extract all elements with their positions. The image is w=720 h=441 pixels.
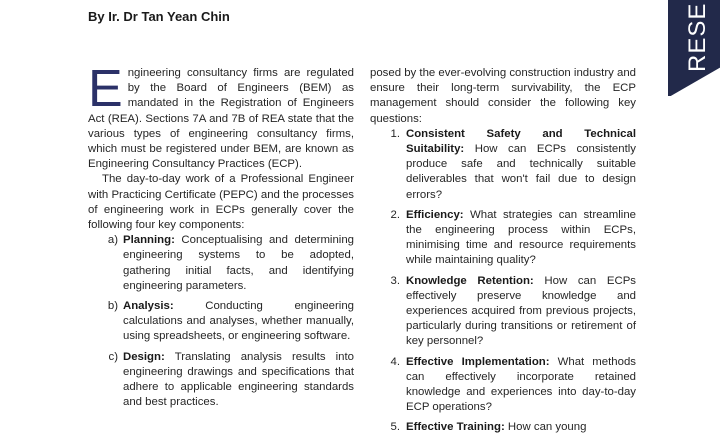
- list-item-term: Analysis:: [123, 300, 174, 313]
- list-item-body: Translating analysis results into engineering drawings and specifications that adhere to applicable engineering standards and best practices.: [123, 350, 354, 409]
- list-item-body: What methods can effectively incorporate retained knowledge and experiences into day-to-day ECP operations?: [406, 355, 636, 414]
- list-item: [370, 274, 636, 350]
- components-list: [88, 233, 354, 410]
- banner-corner-cut: [669, 67, 720, 96]
- list-item: [370, 127, 636, 203]
- section-banner-label: RESE: [684, 2, 711, 72]
- right-column: [370, 66, 636, 441]
- list-item-label: 4.: [390, 355, 400, 368]
- list-item: [370, 355, 636, 416]
- list-item-label: 1.: [390, 127, 400, 140]
- left-column: [88, 60, 354, 415]
- list-item-label: b): [107, 300, 118, 313]
- drop-cap: E: [88, 60, 123, 118]
- article-byline: By Ir. Dr Tan Yean Chin: [88, 9, 230, 24]
- list-item-text: [406, 274, 636, 350]
- list-item-term: Knowledge Retention:: [406, 274, 534, 287]
- list-item-label: c): [108, 350, 118, 363]
- list-item-body: How can young: [507, 421, 587, 434]
- list-item-body: How can ECPs consistently produce safe and technically suitable deliverables that won't fail due to design errors?: [406, 143, 636, 201]
- list-item-term: Planning:: [123, 234, 175, 247]
- list-item-term: Effective Training:: [406, 421, 505, 434]
- intro-paragraph: [88, 60, 354, 172]
- list-item: [370, 208, 636, 269]
- list-item-label: a): [107, 234, 118, 247]
- list-item-body: How can ECPs effectively preserve knowledge and experiences acquired from previous projects, particularly during transitions or retirement of key personnel?: [406, 274, 636, 348]
- list-item: [88, 350, 354, 411]
- list-item-term: Consistent Safety and Technical Suitability:: [406, 127, 636, 156]
- components-paragraph: The day-to-day work of a Professional Engineer with Practicing Certificate (PEPC) and the processes of engineering work in ECPs generally cover the following four key components:: [88, 173, 354, 232]
- list-item-text: [123, 350, 354, 411]
- list-item-body: What strategies can streamline the engineering process within ECPs, minimising time and resource requirements while maintaining quality?: [406, 208, 637, 267]
- intro-text: ngineering consultancy firms are regulated by the Board of Engineers (BEM) as mandated in the Registration of Engineers Act (REA). Sections 7A and 7B of REA state that the various types of engineering consultancy firms, which must be registered under BEM, are known as Engineering Consultancy Practices (ECP).: [88, 67, 354, 171]
- list-item-term: Design:: [123, 350, 165, 363]
- list-item: [370, 420, 636, 435]
- list-item: [88, 233, 354, 294]
- list-item-label: 3.: [390, 274, 400, 287]
- list-item-text: [123, 299, 354, 345]
- list-item-text: [406, 208, 636, 269]
- list-item-body: Conducting engineering calculations and analyses, whether manually, using spreadsheets, or engineering software.: [123, 300, 354, 343]
- list-item-text: [406, 127, 636, 203]
- questions-list: [370, 127, 636, 436]
- list-item-term: Effective Implementation:: [406, 355, 550, 368]
- list-item-term: Efficiency:: [406, 208, 464, 221]
- section-banner: [668, 0, 720, 96]
- list-item-text: [406, 420, 636, 435]
- list-item-text: [123, 233, 354, 294]
- questions-intro: posed by the ever-evolving construction industry and ensure their long-term survivability, the ECP management should consider the following key questions:: [370, 67, 636, 125]
- list-item-label: 2.: [390, 208, 400, 221]
- list-item-text: [406, 355, 636, 416]
- list-item-label: 5.: [390, 421, 400, 434]
- list-item-body: Conceptualising and determining engineering systems to be adopted, gathering initial facts, and identifying engineering parameters.: [123, 234, 354, 292]
- list-item: [88, 299, 354, 345]
